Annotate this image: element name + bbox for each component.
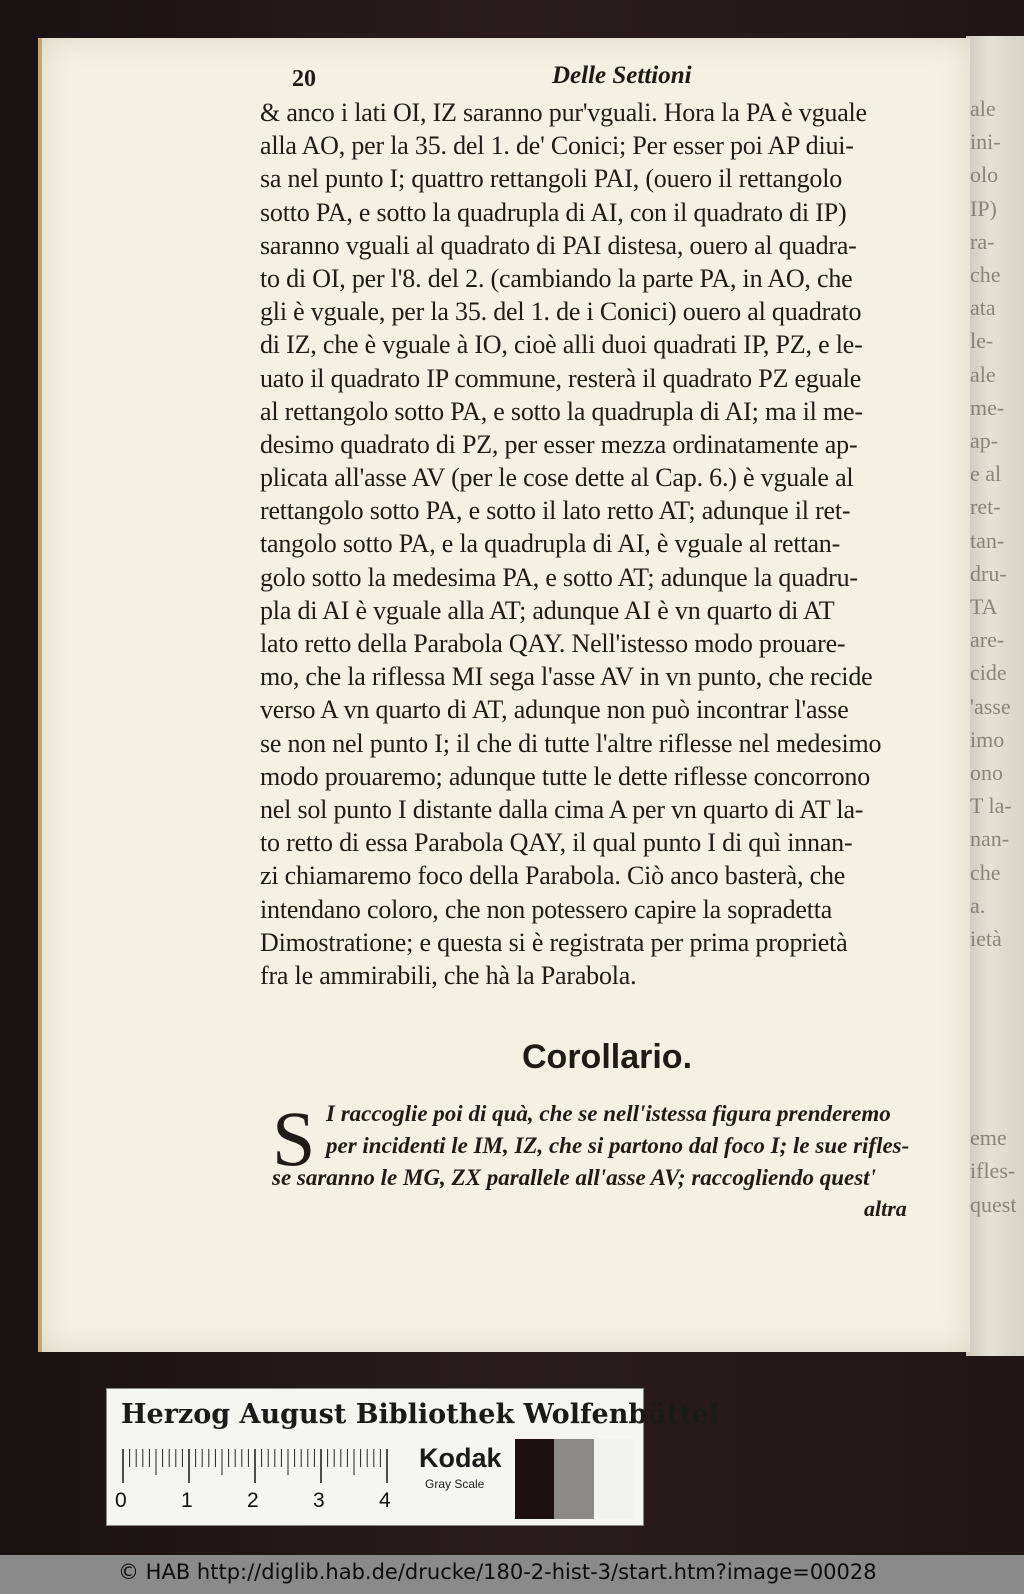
copyright-url: © HAB http://diglib.hab.de/drucke/180-2-hist-3/start.htm?image=00028 — [118, 1560, 877, 1584]
text-line: al rettangolo sotto PA, e sotto la quadrupla di AI; ma il me- — [260, 396, 863, 426]
library-name: Herzog August Bibliothek Wolfenbüttel — [121, 1399, 720, 1430]
text-line: uato il quadrato IP commune, resterà il quadrato PZ eguale — [260, 363, 862, 393]
ruler-labels — [115, 1489, 405, 1513]
next-page-fragment: are- — [970, 627, 1005, 653]
next-page-fragment: eme — [970, 1125, 1007, 1151]
next-page-fragment: tan- — [970, 527, 1005, 553]
next-page-fragment: dru- — [970, 560, 1007, 586]
text-line: plicata all'asse AV (per le cose dette al Cap. 6.) è vguale al — [260, 463, 854, 493]
ruler-label: 0 — [115, 1489, 127, 1512]
text-line: alla AO, per la 35. del 1. de' Conici; Per esser poi AP diui- — [260, 131, 854, 161]
text-line: pla di AI è vguale alla AT; adunque AI è vn quarto di AT — [260, 595, 835, 625]
kodak-logo: Kodak — [419, 1443, 502, 1473]
drop-cap: S — [272, 1095, 316, 1182]
text-line: sa nel punto I; quattro rettangoli PAI, (ouero il rettangolo — [260, 164, 843, 194]
next-page-fragment: nan- — [970, 826, 1010, 852]
gray-swatch — [554, 1439, 593, 1519]
text-line: Dimostratione; e questa si è registrata per prima proprietà — [260, 927, 848, 957]
ruler-label: 3 — [313, 1489, 325, 1512]
ruler-label: 2 — [247, 1489, 259, 1512]
text-line: & anco i lati OI, IZ saranno pur'vguali. Hora la PA è vguale — [260, 98, 867, 127]
text-line: golo sotto la medesima PA, e sotto AT; adunque la quadru- — [260, 562, 858, 592]
corollary-paragraph — [272, 1095, 972, 1224]
gray-swatches — [515, 1439, 633, 1519]
section-heading: Corollario. — [522, 1038, 693, 1076]
next-page-fragment: ra- — [970, 228, 995, 254]
next-page-fragment: olo — [970, 162, 999, 188]
next-page-fragment: ono — [970, 760, 1003, 785]
corollary-line: per incidenti le IM, IZ, che si partono dal foco I; le sue rifles- — [326, 1133, 910, 1158]
next-page-fragment: IP) — [970, 195, 997, 221]
corollary-line: I raccoglie poi di quà, che se nell'istessa figura prenderemo — [326, 1101, 891, 1126]
text-line: di IZ, che è vguale à IO, cioè alli duoi quadrati IP, PZ, e le- — [260, 330, 863, 360]
next-page-fragment: che — [970, 262, 1001, 287]
text-line: se non nel punto I; il che di tutte l'altre riflesse nel medesimo — [260, 728, 882, 758]
next-page-fragment: cide — [970, 660, 1007, 686]
next-page-edge — [966, 36, 1024, 1356]
text-line: mo, che la riflessa MI sega l'asse AV in vn punto, che recide — [260, 662, 873, 692]
gray-swatch — [594, 1439, 633, 1519]
next-page-fragment: imo — [970, 726, 1005, 752]
ruler — [121, 1449, 393, 1485]
text-line: saranno vguali al quadrato di PAI distesa, ouero al quadra- — [260, 230, 857, 260]
next-page-fragment: ret- — [970, 494, 1001, 520]
next-page-fragment: che — [970, 859, 1001, 885]
text-line: tangolo sotto PA, e la quadrupla di AI, è vguale al rettan- — [260, 529, 841, 559]
book-page — [38, 38, 970, 1352]
next-page-fragment: e al — [970, 461, 1002, 487]
text-line: sotto PA, e sotto la quadrupla di AI, con il quadrato di IP) — [260, 197, 847, 227]
next-page-fragment: me- — [970, 394, 1005, 420]
next-page-fragment: 'asse — [970, 693, 1011, 719]
ruler-label: 1 — [181, 1489, 193, 1512]
text-line: to retto di essa Parabola QAY, il qual punto I di quì innan- — [260, 828, 853, 858]
next-page-fragment: a. — [970, 892, 986, 918]
text-line: intendano coloro, che non potessero capire la sopradetta — [260, 894, 833, 924]
ruler-label: 4 — [379, 1489, 391, 1512]
text-line: modo prouaremo; adunque tutte le dette riflesse concorrono — [260, 761, 871, 791]
page-number: 20 — [292, 66, 316, 92]
corollary-line: se saranno le MG, ZX parallele all'asse AV; raccogliendo quest' — [272, 1165, 876, 1190]
gray-swatch — [515, 1439, 554, 1519]
next-page-fragment: ale — [970, 361, 996, 387]
text-line: nel sol punto I distante dalla cima A per vn quarto di AT la- — [260, 794, 864, 824]
text-line: gli è vguale, per la 35. del 1. de i Conici) ouero al quadrato — [260, 297, 862, 327]
color-scale-card — [106, 1388, 720, 1526]
next-page-fragment: ifles- — [970, 1158, 1016, 1184]
catchword: altra — [864, 1196, 907, 1221]
next-page-fragment: ietà — [970, 926, 1002, 951]
text-line: lato retto della Parabola QAY. Nell'istesso modo prouare- — [260, 629, 846, 658]
next-page-fragment: ini- — [970, 129, 1001, 155]
next-page-fragment: le- — [970, 328, 994, 354]
next-page-fragment: T la- — [970, 793, 1012, 819]
footer-bar — [0, 1555, 1024, 1594]
running-head — [292, 60, 942, 94]
next-page-fragment: ata — [970, 295, 996, 321]
body-text — [260, 96, 950, 992]
next-page-fragment: ale — [970, 96, 996, 121]
text-line: verso A vn quarto di AT, adunque non può incontrar l'asse — [260, 695, 849, 725]
text-line: desimo quadrato di PZ, per esser mezza ordinatamente ap- — [260, 429, 858, 459]
text-line: fra le ammirabili, che hà la Parabola. — [260, 960, 637, 990]
gray-scale-label: Gray Scale — [425, 1477, 485, 1491]
next-page-fragment: ap- — [970, 428, 999, 453]
next-page-fragment: TA — [970, 594, 998, 619]
text-line: to di OI, per l'8. del 2. (cambiando la parte PA, in AO, che — [260, 263, 853, 293]
running-head-title: Delle Settioni — [552, 62, 692, 89]
text-line: rettangolo sotto PA, e sotto il lato retto AT; adunque il ret- — [260, 496, 851, 526]
text-line: zi chiamaremo foco della Parabola. Ciò anco basterà, che — [260, 861, 846, 891]
next-page-fragment: quest — [970, 1191, 1017, 1217]
